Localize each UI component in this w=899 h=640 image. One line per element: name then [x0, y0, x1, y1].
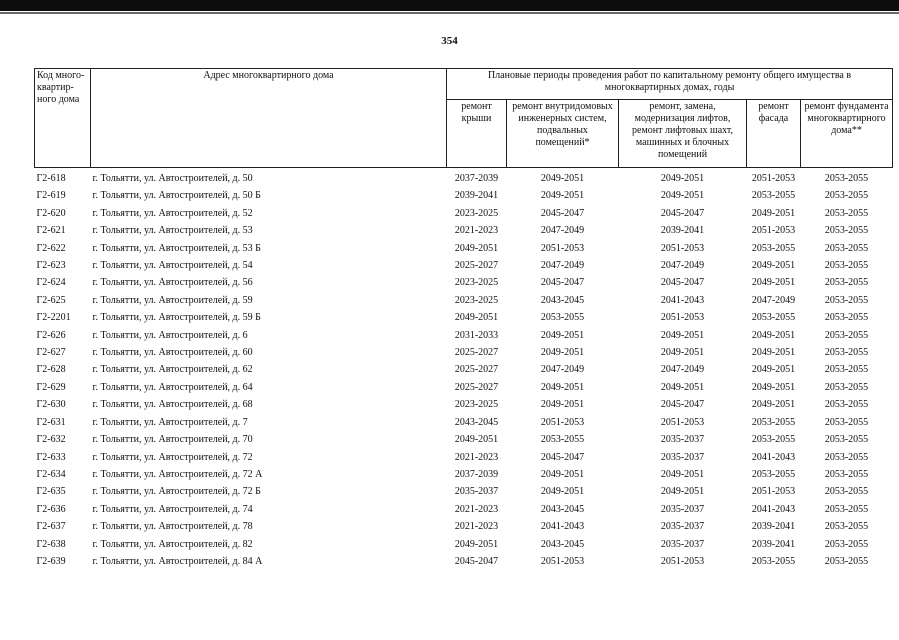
table-row — [35, 361, 893, 378]
period-facade: 2053-2055 — [751, 312, 796, 324]
house-code: Г2-631 — [36, 416, 66, 428]
period-roof: 2021-2023 — [454, 503, 499, 515]
house-code: Г2-2201 — [36, 312, 71, 324]
period-foundation: 2053-2055 — [824, 503, 869, 515]
period-roof: 2025-2027 — [454, 347, 499, 359]
period-lifts: 2035-2037 — [660, 521, 705, 533]
house-address: г. Тольятти, ул. Автостроителей, д. 7 — [92, 416, 248, 428]
house-code: Г2-630 — [36, 399, 66, 411]
column-header-systems: ремонт внутридомовых инженерных систем, подвальных помещений* — [507, 100, 619, 168]
period-roof: 2021-2023 — [454, 225, 499, 237]
house-address: г. Тольятти, ул. Автостроителей, д. 74 — [92, 503, 253, 515]
period-roof: 2023-2025 — [454, 399, 499, 411]
period-systems: 2049-2051 — [540, 468, 585, 480]
period-systems: 2049-2051 — [540, 347, 585, 359]
period-roof: 2031-2033 — [454, 329, 499, 341]
house-code: Г2-626 — [36, 329, 66, 341]
table-row — [35, 518, 893, 535]
table-row — [35, 449, 893, 466]
period-systems: 2045-2047 — [540, 451, 585, 463]
table-row — [35, 309, 893, 326]
house-address: г. Тольятти, ул. Автостроителей, д. 6 — [92, 329, 248, 341]
period-foundation: 2053-2055 — [824, 399, 869, 411]
period-facade: 2049-2051 — [751, 260, 796, 272]
period-lifts: 2051-2053 — [660, 416, 705, 428]
period-foundation: 2053-2055 — [824, 207, 869, 219]
table-row — [35, 168, 893, 188]
period-facade: 2053-2055 — [751, 468, 796, 480]
period-foundation: 2053-2055 — [824, 347, 869, 359]
period-systems: 2049-2051 — [540, 329, 585, 341]
house-address: г. Тольятти, ул. Автостроителей, д. 72 Б — [92, 486, 261, 498]
house-code: Г2-638 — [36, 538, 66, 550]
house-address: г. Тольятти, ул. Автостроителей, д. 70 — [92, 434, 253, 446]
period-foundation: 2053-2055 — [824, 225, 869, 237]
period-lifts: 2049-2051 — [660, 329, 705, 341]
period-facade: 2051-2053 — [751, 486, 796, 498]
period-lifts: 2039-2041 — [660, 225, 705, 237]
period-facade: 2053-2055 — [751, 555, 796, 567]
period-roof: 2049-2051 — [454, 242, 499, 254]
table-row — [35, 379, 893, 396]
table-row — [35, 274, 893, 291]
house-address: г. Тольятти, ул. Автостроителей, д. 52 — [92, 207, 253, 219]
period-foundation: 2053-2055 — [824, 329, 869, 341]
house-code: Г2-624 — [36, 277, 66, 289]
period-lifts: 2045-2047 — [660, 277, 705, 289]
house-code: Г2-639 — [36, 555, 66, 567]
period-foundation: 2053-2055 — [824, 451, 869, 463]
table-row — [35, 187, 893, 204]
period-roof: 2049-2051 — [454, 312, 499, 324]
house-address: г. Тольятти, ул. Автостроителей, д. 50 — [92, 173, 253, 184]
column-header-periods: Плановые периоды проведения работ по капитальному ремонту общего имущества в многоквартирных домах, годы — [447, 69, 893, 100]
column-header-foundation: ремонт фундамента многоквартирного дома** — [801, 100, 893, 168]
period-facade: 2049-2051 — [751, 329, 796, 341]
period-facade: 2047-2049 — [751, 294, 796, 306]
table-row — [35, 257, 893, 274]
period-facade: 2051-2053 — [751, 173, 796, 184]
table-body — [35, 168, 893, 571]
period-foundation: 2053-2055 — [824, 468, 869, 480]
table-row — [35, 292, 893, 309]
repair-schedule-table — [34, 68, 893, 570]
period-foundation: 2053-2055 — [824, 242, 869, 254]
period-lifts: 2035-2037 — [660, 434, 705, 446]
period-facade: 2041-2043 — [751, 451, 796, 463]
table-row — [35, 431, 893, 448]
column-header-code: Код много-квартир-ного дома — [35, 69, 91, 168]
period-lifts: 2049-2051 — [660, 468, 705, 480]
period-foundation: 2053-2055 — [824, 538, 869, 550]
period-systems: 2049-2051 — [540, 486, 585, 498]
period-foundation: 2053-2055 — [824, 434, 869, 446]
period-systems: 2047-2049 — [540, 225, 585, 237]
period-lifts: 2035-2037 — [660, 538, 705, 550]
house-code: Г2-627 — [36, 347, 66, 359]
house-code: Г2-636 — [36, 503, 66, 515]
period-roof: 2025-2027 — [454, 364, 499, 376]
period-systems: 2049-2051 — [540, 173, 585, 184]
period-foundation: 2053-2055 — [824, 312, 869, 324]
period-systems: 2045-2047 — [540, 207, 585, 219]
period-lifts: 2049-2051 — [660, 486, 705, 498]
table-row — [35, 414, 893, 431]
table-row — [35, 501, 893, 518]
period-facade: 2053-2055 — [751, 416, 796, 428]
period-systems: 2043-2045 — [540, 538, 585, 550]
period-foundation: 2053-2055 — [824, 381, 869, 393]
house-address: г. Тольятти, ул. Автостроителей, д. 56 — [92, 277, 253, 289]
period-roof: 2023-2025 — [454, 207, 499, 219]
period-roof: 2025-2027 — [454, 381, 499, 393]
period-facade: 2041-2043 — [751, 503, 796, 515]
period-systems: 2047-2049 — [540, 364, 585, 376]
period-facade: 2053-2055 — [751, 190, 796, 202]
column-header-address: Адрес многоквартирного дома — [91, 69, 447, 168]
house-code: Г2-629 — [36, 381, 66, 393]
house-code: Г2-625 — [36, 294, 66, 306]
house-code: Г2-635 — [36, 486, 66, 498]
period-systems: 2045-2047 — [540, 277, 585, 289]
table-row — [35, 205, 893, 222]
house-address: г. Тольятти, ул. Автостроителей, д. 59 Б — [92, 312, 261, 324]
house-code: Г2-622 — [36, 242, 66, 254]
table-row — [35, 327, 893, 344]
period-facade: 2049-2051 — [751, 347, 796, 359]
period-foundation: 2053-2055 — [824, 294, 869, 306]
period-systems: 2049-2051 — [540, 381, 585, 393]
period-facade: 2049-2051 — [751, 381, 796, 393]
period-facade: 2053-2055 — [751, 242, 796, 254]
period-foundation: 2053-2055 — [824, 364, 869, 376]
house-address: г. Тольятти, ул. Автостроителей, д. 72 — [92, 451, 253, 463]
period-lifts: 2035-2037 — [660, 451, 705, 463]
period-systems: 2041-2043 — [540, 521, 585, 533]
house-code: Г2-623 — [36, 260, 66, 272]
period-roof: 2035-2037 — [454, 486, 499, 498]
period-roof: 2037-2039 — [454, 468, 499, 480]
house-address: г. Тольятти, ул. Автостроителей, д. 59 — [92, 294, 253, 306]
house-code: Г2-619 — [36, 190, 66, 202]
table-row — [35, 222, 893, 239]
period-lifts: 2051-2053 — [660, 312, 705, 324]
page-number: 354 — [441, 35, 458, 47]
period-roof: 2021-2023 — [454, 451, 499, 463]
house-code: Г2-621 — [36, 225, 66, 237]
period-lifts: 2035-2037 — [660, 503, 705, 515]
period-roof: 2043-2045 — [454, 416, 499, 428]
house-code: Г2-632 — [36, 434, 66, 446]
period-facade: 2049-2051 — [751, 364, 796, 376]
period-foundation: 2053-2055 — [824, 521, 869, 533]
table-row — [35, 396, 893, 413]
period-roof: 2021-2023 — [454, 521, 499, 533]
house-code: Г2-628 — [36, 364, 66, 376]
table-row — [35, 536, 893, 553]
period-foundation: 2053-2055 — [824, 190, 869, 202]
house-address: г. Тольятти, ул. Автостроителей, д. 53 — [92, 225, 253, 237]
house-address: г. Тольятти, ул. Автостроителей, д. 84 А — [92, 555, 263, 567]
house-address: г. Тольятти, ул. Автостроителей, д. 53 Б — [92, 242, 261, 254]
column-header-facade: ремонт фасада — [747, 100, 801, 168]
period-lifts: 2049-2051 — [660, 381, 705, 393]
house-address: г. Тольятти, ул. Автостроителей, д. 72 А — [92, 468, 263, 480]
house-code: Г2-618 — [36, 173, 66, 184]
period-roof: 2025-2027 — [454, 260, 499, 272]
period-systems: 2043-2045 — [540, 503, 585, 515]
house-address: г. Тольятти, ул. Автостроителей, д. 82 — [92, 538, 253, 550]
period-systems: 2047-2049 — [540, 260, 585, 272]
house-code: Г2-634 — [36, 468, 66, 480]
period-roof: 2045-2047 — [454, 555, 499, 567]
period-lifts: 2045-2047 — [660, 207, 705, 219]
table-row — [35, 240, 893, 257]
period-lifts: 2049-2051 — [660, 173, 705, 184]
period-lifts: 2051-2053 — [660, 555, 705, 567]
period-facade: 2051-2053 — [751, 225, 796, 237]
period-systems: 2053-2055 — [540, 434, 585, 446]
period-roof: 2049-2051 — [454, 434, 499, 446]
period-systems: 2051-2053 — [540, 555, 585, 567]
period-foundation: 2053-2055 — [824, 260, 869, 272]
scan-top-border — [0, 0, 899, 11]
period-facade: 2053-2055 — [751, 434, 796, 446]
period-roof: 2023-2025 — [454, 277, 499, 289]
period-lifts: 2049-2051 — [660, 190, 705, 202]
house-address: г. Тольятти, ул. Автостроителей, д. 60 — [92, 347, 253, 359]
house-address: г. Тольятти, ул. Автостроителей, д. 64 — [92, 381, 253, 393]
table-row — [35, 466, 893, 483]
period-foundation: 2053-2055 — [824, 416, 869, 428]
table-row — [35, 483, 893, 500]
period-roof: 2049-2051 — [454, 538, 499, 550]
house-address: г. Тольятти, ул. Автостроителей, д. 78 — [92, 521, 253, 533]
period-systems: 2051-2053 — [540, 416, 585, 428]
period-systems: 2043-2045 — [540, 294, 585, 306]
house-address: г. Тольятти, ул. Автостроителей, д. 68 — [92, 399, 253, 411]
period-lifts: 2049-2051 — [660, 347, 705, 359]
house-code: Г2-633 — [36, 451, 66, 463]
period-facade: 2049-2051 — [751, 277, 796, 289]
period-roof: 2039-2041 — [454, 190, 499, 202]
period-foundation: 2053-2055 — [824, 277, 869, 289]
period-lifts: 2041-2043 — [660, 294, 705, 306]
period-roof: 2037-2039 — [454, 173, 499, 184]
table-row — [35, 553, 893, 570]
period-foundation: 2053-2055 — [824, 555, 869, 567]
period-roof: 2023-2025 — [454, 294, 499, 306]
period-foundation: 2053-2055 — [824, 486, 869, 498]
scan-top-line — [0, 12, 899, 14]
column-header-lifts: ремонт, замена, модернизация лифтов, ремонт лифтовых шахт, машинных и блочных помещений — [619, 100, 747, 168]
house-code: Г2-637 — [36, 521, 66, 533]
period-facade: 2049-2051 — [751, 207, 796, 219]
table-row — [35, 344, 893, 361]
period-systems: 2049-2051 — [540, 399, 585, 411]
period-foundation: 2053-2055 — [824, 173, 869, 184]
period-lifts: 2045-2047 — [660, 399, 705, 411]
period-systems: 2051-2053 — [540, 242, 585, 254]
house-code: Г2-620 — [36, 207, 66, 219]
house-address: г. Тольятти, ул. Автостроителей, д. 54 — [92, 260, 253, 272]
column-header-roof: ремонт крыши — [447, 100, 507, 168]
house-address: г. Тольятти, ул. Автостроителей, д. 62 — [92, 364, 253, 376]
period-lifts: 2047-2049 — [660, 260, 705, 272]
period-facade: 2039-2041 — [751, 521, 796, 533]
house-address: г. Тольятти, ул. Автостроителей, д. 50 Б — [92, 190, 261, 202]
period-systems: 2049-2051 — [540, 190, 585, 202]
period-facade: 2039-2041 — [751, 538, 796, 550]
period-lifts: 2051-2053 — [660, 242, 705, 254]
period-systems: 2053-2055 — [540, 312, 585, 324]
period-facade: 2049-2051 — [751, 399, 796, 411]
period-lifts: 2047-2049 — [660, 364, 705, 376]
